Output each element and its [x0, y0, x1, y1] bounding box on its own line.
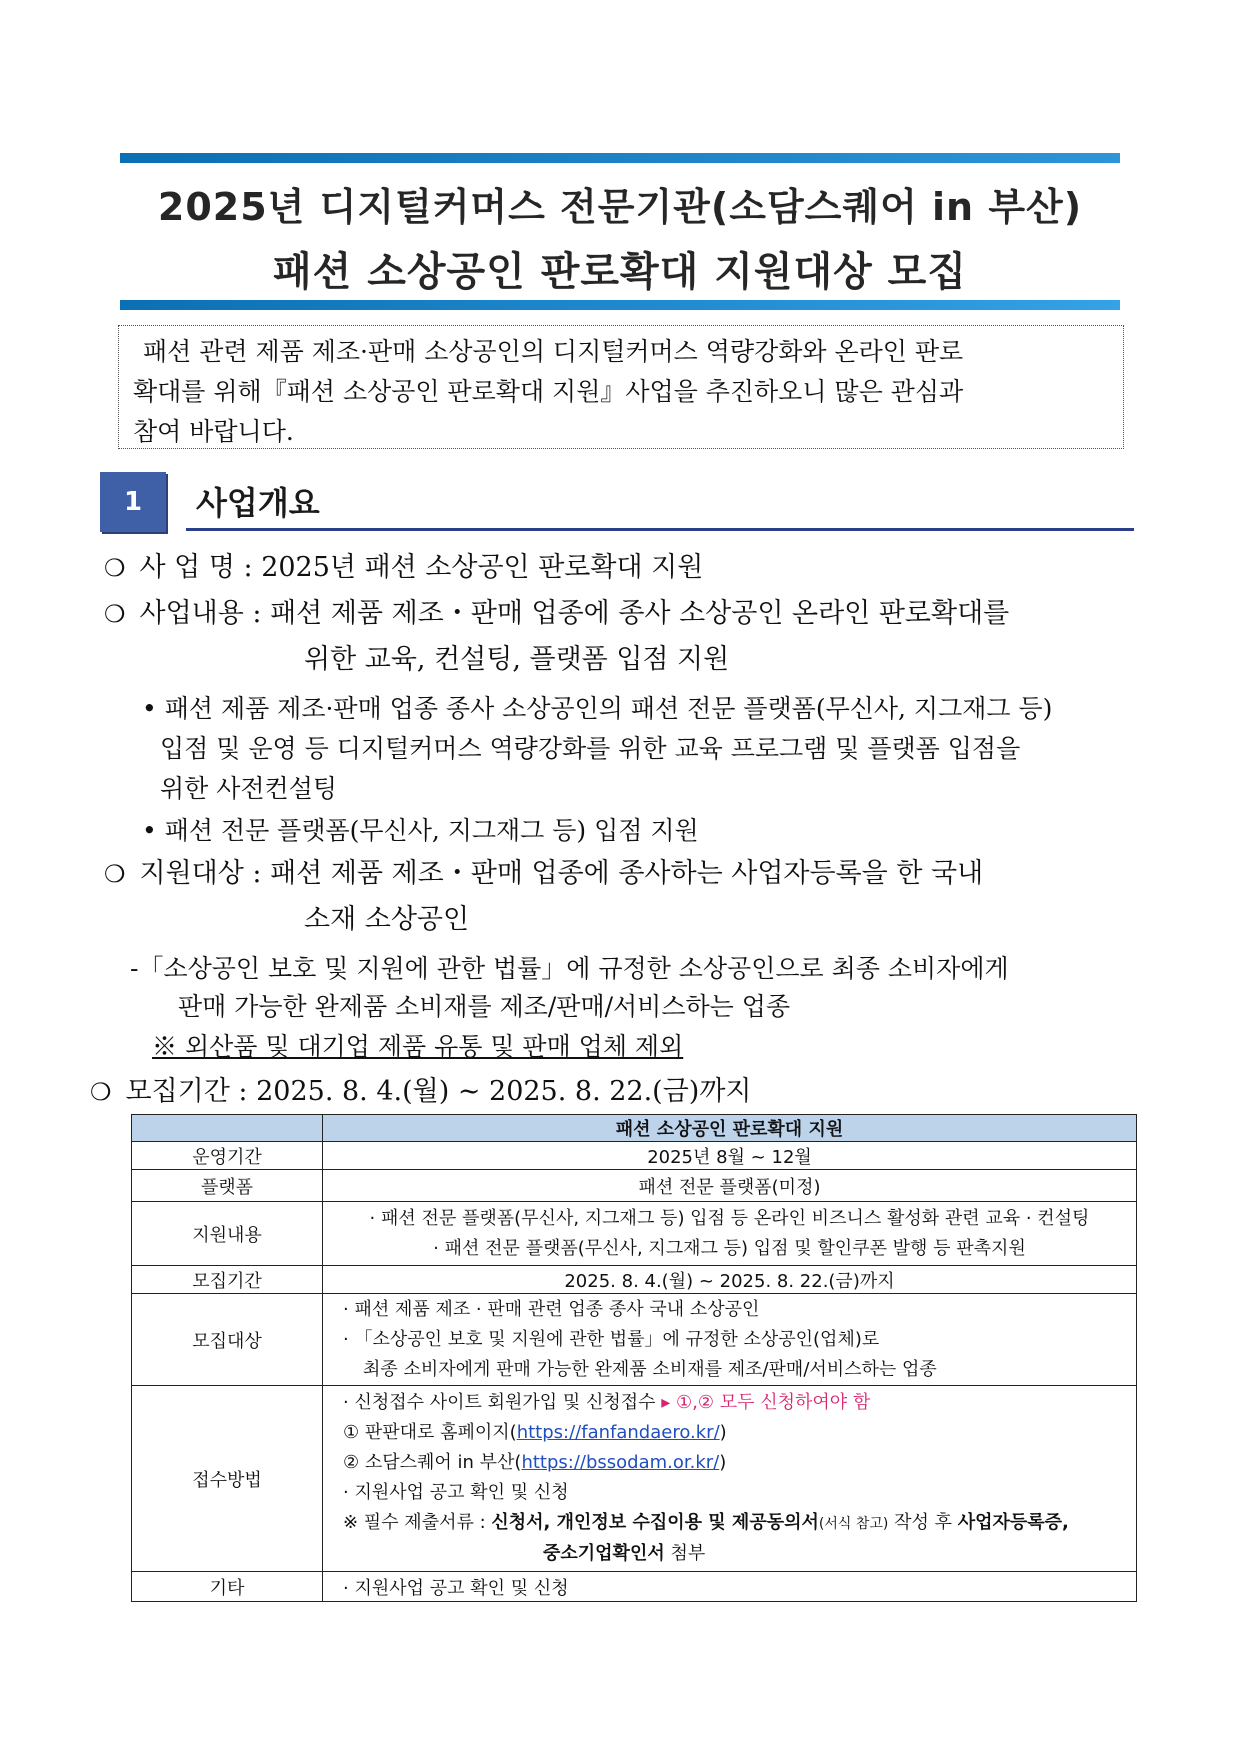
title-line-2: 패션 소상공인 판로확대 지원대상 모집: [273, 249, 967, 295]
circle-bullet-icon: ❍: [90, 1078, 112, 1106]
overview-name-text: 사 업 명 : 2025년 패션 소상공인 판로확대 지원: [139, 552, 704, 583]
intro-box: [118, 325, 1124, 449]
apply-line-6-a: 중소기업확인서: [543, 1543, 665, 1564]
intro-line-3: 참여 바랍니다.: [133, 417, 294, 446]
fanfandaero-link[interactable]: https://fanfandaero.kr/: [516, 1422, 720, 1443]
circle-bullet-icon: ❍: [104, 600, 126, 628]
circle-bullet-icon: ❍: [104, 554, 126, 582]
table-label: 모집기간: [132, 1266, 323, 1294]
section-rule: [186, 528, 1134, 531]
overview-content-cont: 위한 교육, 컨설팅, 플랫폼 입점 지원: [304, 644, 730, 675]
table-header: 패션 소상공인 판로확대 지원: [323, 1115, 1137, 1142]
title-line-1: 2025년 디지털커머스 전문기관(소담스퀘어 in 부산): [157, 185, 1083, 229]
table-row: [132, 1266, 1137, 1294]
table-row: [132, 1572, 1137, 1602]
table-row: [132, 1294, 1137, 1386]
target-line-2: · 「소상공인 보호 및 지원에 관한 법률」에 규정한 소상공인(업체)로: [343, 1328, 880, 1350]
apply-line-1-text: · 신청접수 사이트 회원가입 및 신청접수: [343, 1392, 656, 1413]
apply-line-5-a: ※ 필수 제출서류 :: [343, 1512, 492, 1533]
table-value: [323, 1294, 1137, 1386]
table-value: [323, 1202, 1137, 1266]
table-value: 2025. 8. 4.(월) ~ 2025. 8. 22.(금)까지: [323, 1266, 1137, 1294]
table-row: [132, 1386, 1137, 1572]
overview-period: [90, 1074, 752, 1110]
apply-line-3-suffix: ): [719, 1452, 727, 1473]
table-label: 기타: [132, 1572, 323, 1602]
apply-line-6: [343, 1539, 1130, 1569]
apply-line-5-c: (서식 참고): [818, 1516, 889, 1532]
program-table: [131, 1114, 1137, 1602]
table-row: [132, 1142, 1137, 1170]
apply-line-5-d: 작성 후: [888, 1512, 958, 1533]
dot-item-2: • 패션 전문 플랫폼(무신사, 지그재그 등) 입점 지원: [142, 816, 699, 845]
apply-line-1: [343, 1388, 1130, 1418]
target-line-1: · 패션 제품 제조 · 판매 관련 업종 종사 국내 소상공인: [343, 1298, 760, 1320]
table-label: 접수방법: [132, 1386, 323, 1572]
dot-item-1-line-1: • 패션 제품 제조·판매 업종 종사 소상공인의 패션 전문 플랫폼(무신사, 지그재그 등): [142, 694, 1053, 723]
intro-line-1: 패션 관련 제품 제조·판매 소상공인의 디지털커머스 역량강화와 온라인 판로: [143, 337, 964, 366]
apply-line-2-suffix: ): [719, 1422, 727, 1443]
table-label: 지원내용: [132, 1202, 323, 1266]
apply-line-5-b: 신청서, 개인정보 수집이용 및 제공동의서: [491, 1512, 819, 1533]
circle-bullet-icon: ❍: [104, 860, 126, 888]
exclusion-note: ※ 외산품 및 대기업 제품 유통 및 판매 업체 제외: [152, 1032, 684, 1061]
section-number: 1: [100, 472, 166, 532]
table-label: 운영기간: [132, 1142, 323, 1170]
dot-item-1-line-3: 위한 사전컨설팅: [160, 774, 337, 803]
apply-highlight: ▸ ①,② 모두 신청하여야 함: [661, 1392, 871, 1413]
dot-item-1-line-2: 입점 및 운영 등 디지털커머스 역량강화를 위한 교육 프로그램 및 플랫폼 입점을: [160, 734, 1021, 763]
content-line-2: · 패션 전문 플랫폼(무신사, 지그재그 등) 입점 및 할인쿠폰 발행 등 판촉지원: [433, 1237, 1026, 1259]
overview-target: [104, 856, 983, 892]
apply-line-2: [343, 1418, 1130, 1448]
overview-content: [104, 596, 1009, 632]
intro-line-2: 확대를 위해『패션 소상공인 판로확대 지원』사업을 추진하오니 많은 관심과: [133, 377, 964, 406]
content-line-1: · 패션 전문 플랫폼(무신사, 지그재그 등) 입점 등 온라인 비즈니스 활성화 관련 교육 · 컨설팅: [369, 1207, 1090, 1229]
overview-content-text: 사업내용 : 패션 제품 제조・판매 업종에 종사 소상공인 온라인 판로확대를: [139, 598, 1010, 629]
table-value: 2025년 8월 ~ 12월: [323, 1142, 1137, 1170]
apply-line-3-prefix: ② 소담스퀘어 in 부산(: [343, 1452, 522, 1473]
apply-line-5-e: 사업자등록증,: [957, 1512, 1069, 1533]
overview-target-text: 지원대상 : 패션 제품 제조・판매 업종에 종사하는 사업자등록을 한 국내: [139, 858, 984, 889]
apply-line-5: [343, 1508, 1130, 1539]
overview-name: [104, 550, 703, 586]
table-row: [132, 1202, 1137, 1266]
table-value: 패션 전문 플랫폼(미정): [323, 1170, 1137, 1202]
table-row: [132, 1170, 1137, 1202]
apply-line-2-prefix: ① 판판대로 홈페이지(: [343, 1422, 517, 1443]
apply-line-6-b: 첨부: [664, 1543, 706, 1564]
dash-line-1: -「소상공인 보호 및 지원에 관한 법률」에 규정한 소상공인으로 최종 소비자에게: [130, 954, 1009, 983]
apply-line-3: [343, 1448, 1130, 1478]
dash-line-2: 판매 가능한 완제품 소비재를 제조/판매/서비스하는 업종: [178, 992, 791, 1021]
table-value: [323, 1386, 1137, 1572]
overview-period-text: 모집기간 : 2025. 8. 4.(월) ∼ 2025. 8. 22.(금)까지: [125, 1076, 752, 1107]
apply-line-4: · 지원사업 공고 확인 및 신청: [343, 1482, 569, 1503]
title-bar-bottom: [120, 300, 1120, 310]
section-title: 사업개요: [196, 484, 320, 522]
title-bar-top: [120, 153, 1120, 163]
table-header-empty: [132, 1115, 323, 1142]
target-line-3: 최종 소비자에게 판매 가능한 완제품 소비재를 제조/판매/서비스하는 업종: [363, 1358, 937, 1380]
table-label: 플랫폼: [132, 1170, 323, 1202]
overview-target-cont: 소재 소상공인: [304, 904, 470, 935]
table-label: 모집대상: [132, 1294, 323, 1386]
table-header-row: [132, 1115, 1137, 1142]
table-value: · 지원사업 공고 확인 및 신청: [323, 1572, 1137, 1602]
bssodam-link[interactable]: https://bssodam.or.kr/: [521, 1452, 720, 1473]
